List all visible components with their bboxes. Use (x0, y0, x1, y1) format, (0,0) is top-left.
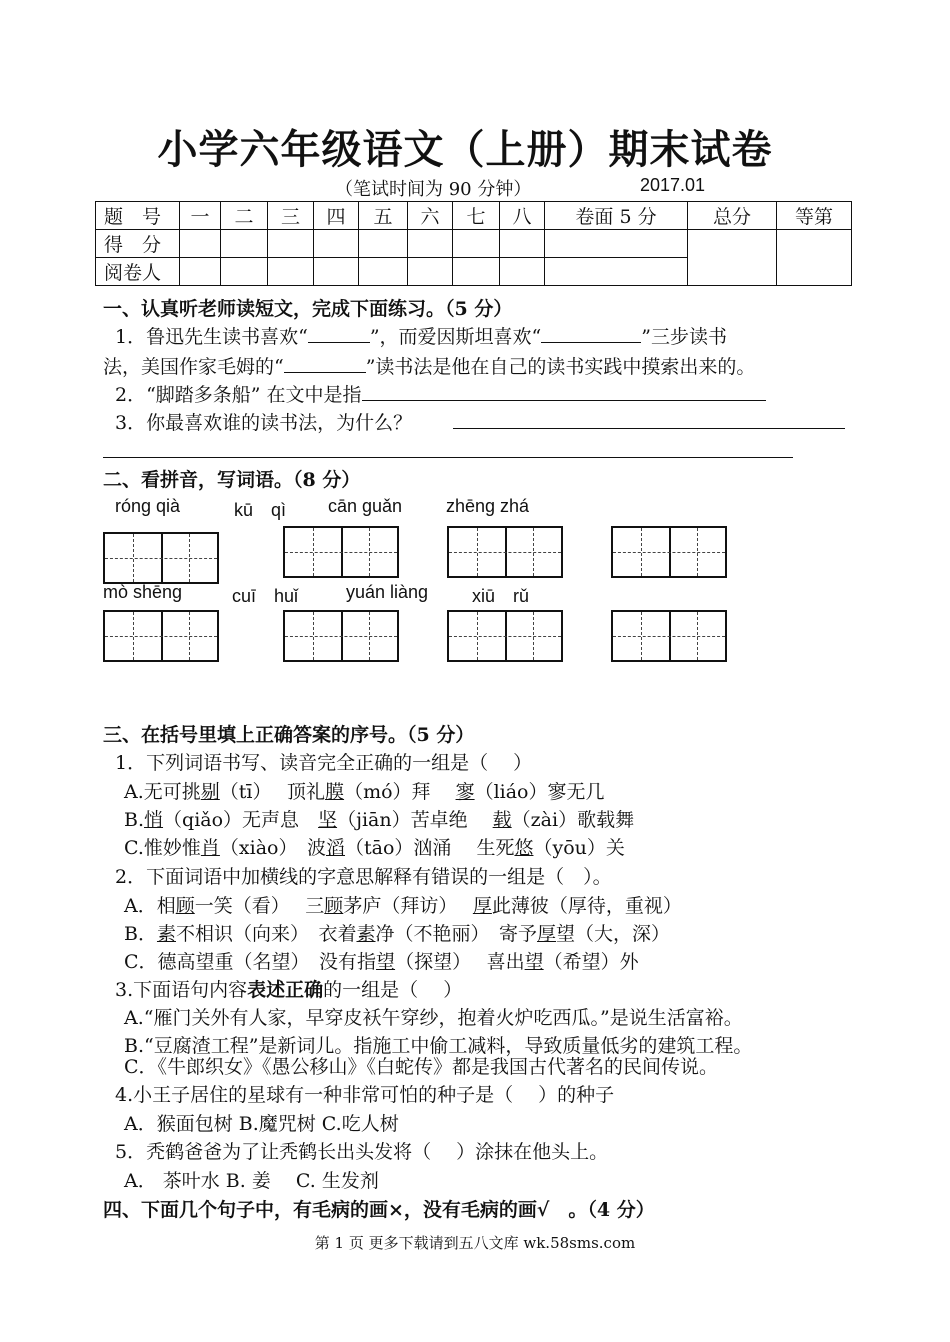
score-row (96, 230, 852, 258)
q1-option-a (124, 777, 605, 804)
text: 茅庐（拜访） (343, 895, 473, 917)
page-title: 小学六年级语文（上册）期末试卷 (157, 127, 773, 173)
answer-line[interactable] (103, 457, 793, 458)
underlined-char: 望 (524, 951, 544, 973)
text: （liáo）寥无几 (474, 781, 605, 803)
section3-q3 (115, 975, 462, 1002)
section1-heading: 一、认真听老师读短文，完成下面练习。（5 分） (103, 298, 513, 320)
score-header-cell: 五 (359, 202, 408, 230)
underlined-char: 肖 (200, 837, 220, 859)
score-row-label: 得 分 (96, 230, 180, 258)
writing-grid[interactable] (447, 526, 563, 578)
answer-blank[interactable] (362, 382, 766, 401)
grader-cell[interactable] (314, 258, 359, 286)
underlined-char: 望 (376, 951, 396, 973)
underlined-char: 厚 (472, 895, 492, 917)
section3-q2: 2．下面词语中加横线的字意思解释有错误的一组是（ ）。 (115, 866, 612, 888)
text: （xiào） 波 (219, 837, 326, 859)
answer-blank[interactable] (541, 324, 641, 343)
text: （探望） 喜出 (395, 951, 525, 973)
answer-blank[interactable] (308, 324, 370, 343)
section1-q1-line2 (103, 352, 755, 379)
text: （yōu）关 (533, 837, 625, 859)
section3-heading: 三、在括号里填上正确答案的序号。（5 分） (103, 724, 475, 746)
score-cell[interactable] (359, 230, 408, 258)
underlined-char: 素 (156, 923, 176, 945)
grader-cell[interactable] (545, 258, 688, 286)
score-cell[interactable] (221, 230, 268, 258)
underlined-char: 顾 (324, 895, 344, 917)
q2-option-b (124, 919, 670, 946)
section3-q4: 4.小王子居住的星球有一种非常可怕的种子是（ ）的种子 (115, 1084, 615, 1106)
pinyin-label: yuán liàng (346, 582, 429, 602)
grader-cell[interactable] (500, 258, 545, 286)
score-cell[interactable] (268, 230, 314, 258)
text: 不相识（向来） 衣着 (175, 923, 357, 945)
grader-row-label: 阅卷人 (96, 258, 180, 286)
text: C.惟妙惟 (124, 837, 201, 859)
score-header-cell: 八 (500, 202, 545, 230)
answer-line[interactable] (453, 428, 845, 429)
underlined-char: 坚 (318, 809, 338, 831)
grader-cell[interactable] (359, 258, 408, 286)
q1-text-d: 法，美国作家毛姆的“ (103, 356, 284, 378)
writing-grid[interactable] (447, 610, 563, 662)
underlined-char: 悄 (144, 809, 164, 831)
score-table-header-row (96, 202, 852, 230)
score-cell[interactable] (408, 230, 453, 258)
grader-cell[interactable] (180, 258, 221, 286)
text: C．德高望重（名望） 没有指 (124, 951, 377, 973)
answer-blank[interactable] (284, 354, 366, 373)
score-header-cell: 三 (268, 202, 314, 230)
score-header-cell: 题 号 (96, 202, 180, 230)
score-header-cell: 一 (180, 202, 221, 230)
text: （tī） 顶礼 (219, 781, 326, 803)
text: 此薄彼（厚待，重视） (491, 895, 682, 917)
writing-grid[interactable] (103, 532, 219, 584)
section3-q1: 1．下列词语书写、读音完全正确的一组是（ ） (115, 752, 533, 774)
pinyin-label: kū qì (234, 500, 287, 520)
grader-cell[interactable] (453, 258, 500, 286)
grader-cell[interactable] (408, 258, 453, 286)
grader-cell[interactable] (268, 258, 314, 286)
exam-date: 2017.01 (640, 175, 706, 195)
underlined-char: 载 (492, 809, 512, 831)
text: （希望）外 (543, 951, 639, 973)
q1-text-c: ”三步读书 (641, 326, 727, 348)
page-footer: 第 1 页 更多下载请到五八文库 wk.58sms.com (314, 1234, 636, 1252)
score-header-cell: 七 (453, 202, 500, 230)
score-header-cell: 六 (408, 202, 453, 230)
score-header-cell: 等第 (777, 202, 852, 230)
writing-grid[interactable] (103, 610, 219, 662)
text: A.无可挑 (124, 781, 201, 803)
section1-q3: 3．你最喜欢谁的读书法，为什么？ (115, 412, 413, 434)
q1-option-b (124, 805, 634, 832)
score-cell[interactable] (180, 230, 221, 258)
q3-option-b: B.“豆腐渣工程”是新词儿。指施工中偷工减料，导致质量低劣的建筑工程。 (124, 1035, 753, 1057)
underlined-char: 厚 (537, 923, 557, 945)
writing-grid[interactable] (283, 526, 399, 578)
q2-option-a (124, 891, 682, 918)
pinyin-label: cān guǎn (328, 496, 403, 516)
underlined-char: 滔 (325, 837, 345, 859)
underlined-char: 悠 (514, 837, 534, 859)
grader-cell[interactable] (221, 258, 268, 286)
pinyin-label: xiū rǔ (472, 586, 530, 606)
underlined-char: 寥 (455, 781, 475, 803)
text: 望（大，深） (556, 923, 671, 945)
writing-grid[interactable] (283, 610, 399, 662)
text: 3.下面语句内容 (115, 979, 248, 1001)
grade-cell[interactable] (777, 230, 852, 286)
q3-option-a: A.“雁门关外有人家，早穿皮袄午穿纱，抱着火炉吃西瓜。”是说生活富裕。 (124, 1007, 743, 1029)
text: 一笑（看） 三 (194, 895, 325, 917)
q2-option-c (124, 947, 639, 974)
score-cell[interactable] (453, 230, 500, 258)
text: （qiǎo）无声息 (163, 809, 319, 831)
section1-q2 (115, 380, 766, 407)
text: （jiān）苦卓绝 (337, 809, 493, 831)
text: B. (124, 809, 145, 831)
score-cell[interactable] (500, 230, 545, 258)
q1-text-a: 1．鲁迅先生读书喜欢“ (115, 326, 308, 348)
q5-options: A． 茶叶水 B. 姜 C. 生发剂 (124, 1170, 379, 1192)
section4-heading: 四、下面几个句子中，有毛病的画×，没有毛病的画√ 。（4 分） (103, 1199, 655, 1221)
pinyin-label: mò shēng (103, 582, 183, 602)
text: （mó）拜 (344, 781, 456, 803)
underlined-char: 膜 (325, 781, 345, 803)
score-header-cell: 总分 (688, 202, 777, 230)
q4-options: A．猴面包树 B.魔咒树 C.吃人树 (124, 1113, 399, 1135)
score-cell[interactable] (314, 230, 359, 258)
text: （zài）歌载舞 (511, 809, 635, 831)
q2-text: 2．“脚踏多条船” 在文中是指 (115, 384, 362, 406)
q1-text-e: ”读书法是他在自己的读书实践中摸索出来的。 (365, 356, 756, 378)
q1-option-c (124, 833, 625, 860)
emphasis: 表述正确 (247, 979, 324, 1001)
text: A．相 (124, 895, 176, 917)
text: （tāo）汹涌 生死 (345, 837, 515, 859)
text: B． (124, 923, 157, 945)
text: 净（不艳丽） 寄予 (375, 923, 538, 945)
exam-duration: （笔试时间为 90 分钟） (335, 179, 532, 200)
pinyin-label: róng qià (115, 496, 181, 516)
section3-q5: 5．秃鹤爸爸为了让秃鹤长出头发将（ ）涂抹在他头上。 (115, 1141, 609, 1163)
score-table (95, 201, 852, 286)
pinyin-label: zhēng zhá (446, 496, 530, 516)
pinyin-label: cuī huǐ (232, 586, 299, 606)
score-header-cell: 卷面 5 分 (545, 202, 688, 230)
section2-heading: 二、看拼音，写词语。（8 分） (103, 469, 361, 491)
score-header-cell: 四 (314, 202, 359, 230)
text: 的一组是（ ） (323, 979, 463, 1001)
score-header-cell: 二 (221, 202, 268, 230)
total-score-cell[interactable] (688, 230, 777, 286)
q1-text-b: ”，而爱因斯坦喜欢“ (369, 326, 542, 348)
q3-option-c: C．《牛郎织女》《愚公移山》《白蛇传》都是我国古代著名的民间传说。 (124, 1056, 719, 1078)
underlined-char: 剔 (200, 781, 220, 803)
writing-grid[interactable] (611, 526, 727, 578)
writing-grid[interactable] (611, 610, 727, 662)
underlined-char: 素 (356, 923, 376, 945)
section1-q1-line1 (115, 322, 727, 349)
underlined-char: 顾 (175, 895, 195, 917)
score-cell[interactable] (545, 230, 688, 258)
